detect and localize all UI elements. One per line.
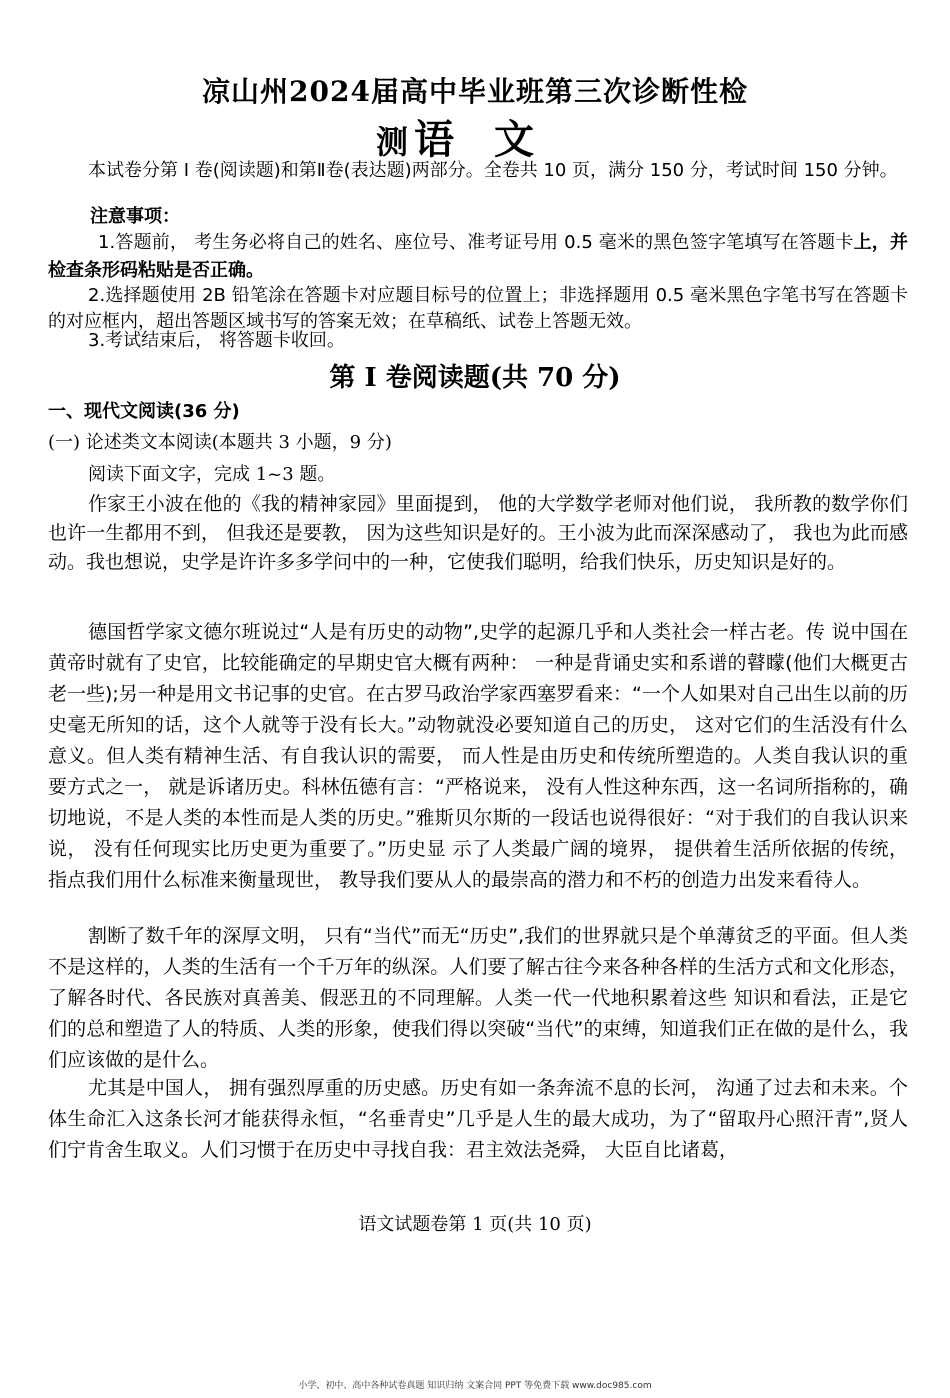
article-paragraph-1: 作家王小波在他的《我的精神家园》里面提到， 他的大学数学老师对他们说， 我所教的数学你们也许一生都用不到， 但我还是要教， 因为这些知识是好的。王小波为此而深深感动了， 我也为此而感动。我也想说，史学是许许多多学问中的一种，它使我们聪明，给我们快乐，历史知识是好的。: [48, 493, 908, 573]
part-heading: 一、现代文阅读(36 分): [48, 401, 240, 422]
note-item-2: 2.选择题使用 2B 铅笔涂在答题卡对应题目标号的位置上；非选择题用 0.5 毫米黑色字笔书写在答题卡的对应框内，超出答题区域书写的答案无效；在草稿纸、试卷上答题无效。: [48, 285, 908, 332]
article-paragraph-2: 德国哲学家文德尔班说过“人是有历史的动物”,史学的起源几乎和人类社会一样古老。传 说中国在黄帝时就有了史官，比较能确定的早期史官大概有两种： 一种是背诵史实和系谱的瞽矇(他们大概更古老一些);另一种是用文书记事的史官。在古罗马政治学家西塞罗看来：“一个人如果对自己出生以前的历史毫无所知的话，这个人就等于没有长大。”动物就没必要知道自己的历史， 这对它们的生活没有什么意义。但人类有精神生活、有自我认识的需要， 而人性是由历史和传统所塑造的。人类自我认识的重要方式之一， 就是诉诸历史。科林伍德有言：“严格说来， 没有人性这种东西，这一名词所指称的，确切地说，不是人类的本性而是人类的历史。”雅斯贝尔斯的一段话也说得很好：“对于我们的自我认识来说， 没有任何现实比历史更为重要了。”历史显 示了人类最广阔的境界， 提供着生活所依据的传统， 指点我们用什么标准来衡量现世， 教导我们要从人的最崇高的潜力和不朽的创造力出发来看待人。: [48, 621, 908, 891]
reading-instruction: 阅读下面文字，完成 1~3 题。: [88, 464, 336, 485]
article-paragraph-4: 尤其是中国人， 拥有强烈厚重的历史感。历史有如一条奔流不息的长河， 沟通了过去和未来。个体生命汇入这条长河才能获得永恒，“名垂青史”几乎是人生的最大成功，为了“留取丹心照汗青”,贤人们宁肯舍生取义。人们习惯于在历史中寻找自我：君主效法尧舜， 大臣自比诸葛，: [48, 1077, 908, 1161]
page-footer: 语文试题卷第 1 页(共 10 页): [358, 1214, 592, 1235]
section-title: 第 Ⅰ 卷阅读题(共 70 分): [329, 363, 621, 393]
article-paragraph-3: 割断了数千年的深厚文明， 只有“当代”而无“历史”,我们的世界就只是个单薄贫乏的平面。但人类不是这样的，人类的生活有一个千万年的纵深。人们要了解古往今来各种各样的生活方式和文化形态， 了解各时代、各民族对真善美、假恶丑的不同理解。人类一代一代地积累着这些 知识和看法，正是它们的总和塑造了人的特质、人类的形象，使我们得以突破“当代”的束缚，知道我们正在做的是什么，我们应该做的是什么。: [48, 925, 908, 1071]
note-item-3: 3.考试结束后， 将答题卡收回。: [88, 330, 345, 351]
subpart-heading: (一) 论述类文本阅读(本题共 3 小题，9 分): [48, 432, 392, 453]
subject-name: 语文: [414, 116, 574, 163]
note-item-1-bold: 上，并检查条形码粘贴是否正确。: [48, 232, 909, 281]
exam-title: 凉山州2024届高中毕业班第三次诊断性检: [202, 75, 748, 108]
notes-heading: 注意事项：: [90, 206, 180, 227]
note-item-1-text: 1.答题前， 考生务必将自己的姓名、座位号、准考证号用 0.5 毫米的黑色签字笔填写在答题卡: [98, 232, 854, 253]
intro-paragraph: 本试卷分第 I 卷(阅读题)和第Ⅱ卷(表达题)两部分。全卷共 10 页，满分 150 分，考试时间 150 分钟。: [88, 160, 898, 181]
title-continuation: 测: [375, 123, 408, 161]
download-watermark: 小学、初中、高中各种试卷真题 知识归纳 文案合同 PPT 等免费下载 www.doc985.com: [298, 1381, 652, 1391]
note-item-1: [48, 229, 908, 285]
